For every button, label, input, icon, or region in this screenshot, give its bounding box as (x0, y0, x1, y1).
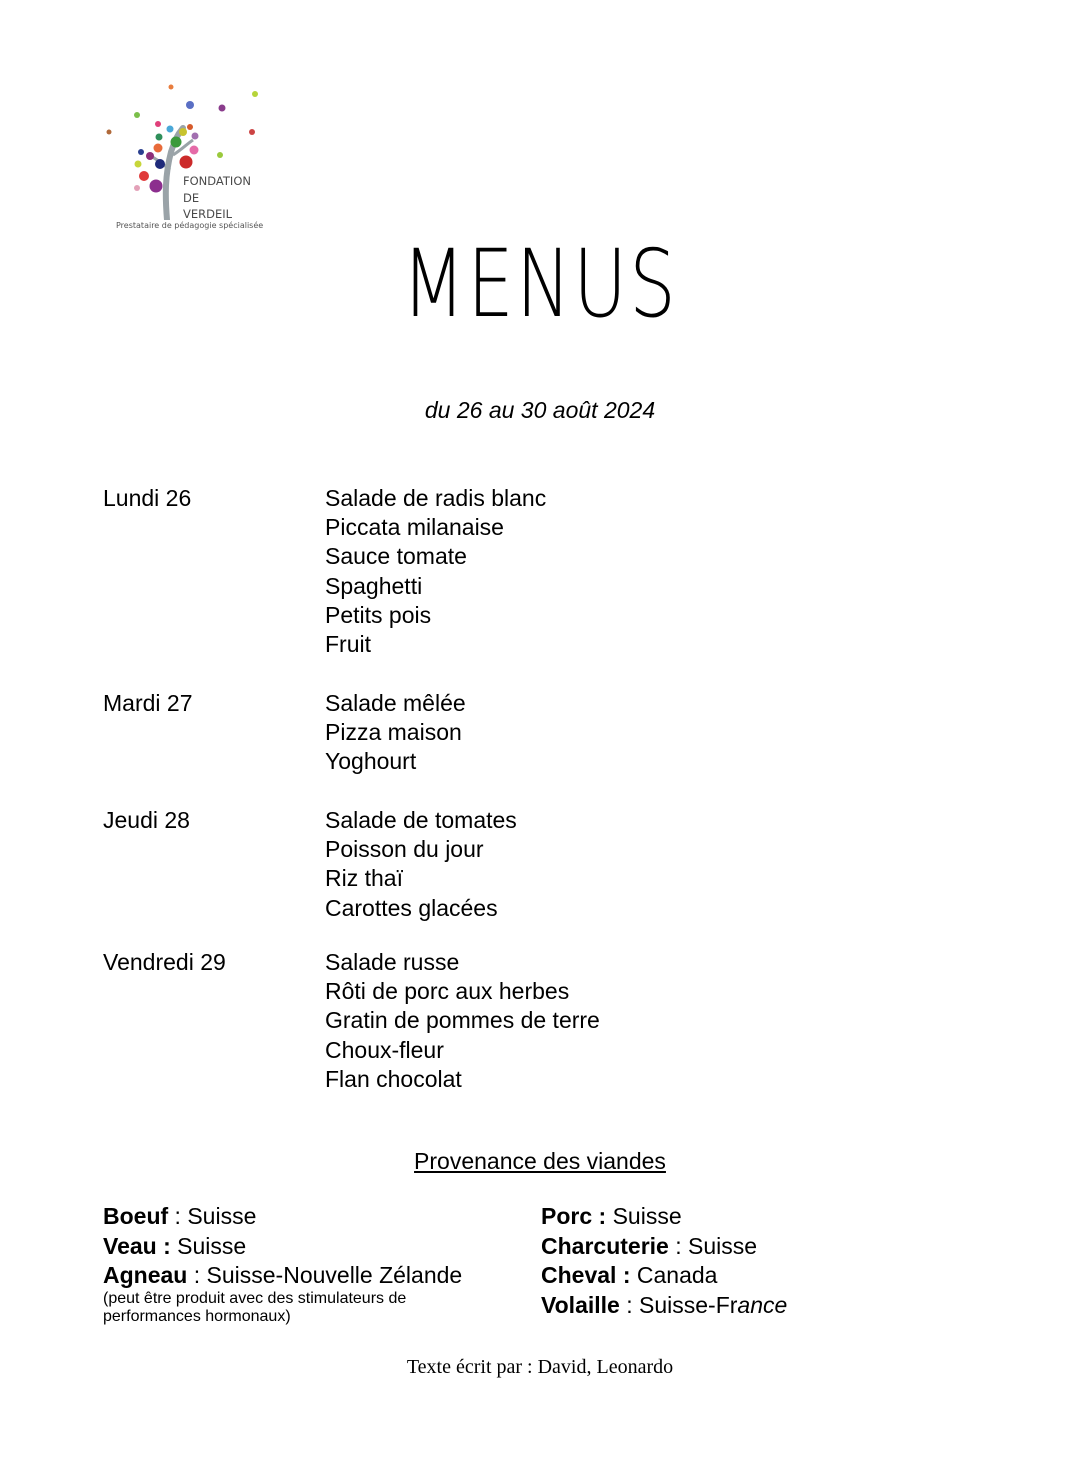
logo-line-verdeil: VERDEIL (183, 207, 233, 221)
meat-origin-italic: ance (737, 1291, 788, 1318)
logo-line-fondation: FONDATION (183, 174, 251, 188)
dish-item: Poisson du jour (325, 836, 484, 863)
meat-origin: Suisse (177, 1232, 247, 1259)
provenance-title: Provenance des viandes (414, 1148, 666, 1174)
page-title: MENUS (401, 230, 679, 339)
dish-list (325, 806, 517, 923)
dish-item: Riz thaï (325, 865, 403, 892)
dish-item: Petits pois (325, 601, 432, 628)
dish-item: Sauce tomate (325, 543, 467, 570)
meat-name: Agneau (103, 1262, 188, 1288)
meat-name: Volaille (541, 1291, 620, 1318)
dish-item: Salade de radis blanc (325, 485, 547, 511)
dish-item: Fruit (325, 630, 371, 657)
dish-list (325, 689, 466, 777)
dish-item: Flan chocolat (325, 1065, 462, 1092)
provenance-row (103, 1202, 462, 1232)
day-name: Jeudi 28 (103, 807, 190, 833)
separator: : (619, 1291, 639, 1318)
provenance-left-column (103, 1202, 462, 1327)
meat-origin: Suisse-Nouvelle Zélande (206, 1262, 463, 1288)
hormone-note-line-2: performances hormonaux) (103, 1307, 291, 1325)
hormone-note-line-1: (peut être produit avec des stimulateurs de (103, 1289, 407, 1307)
day-name: Lundi 26 (103, 485, 192, 511)
provenance-row (541, 1232, 787, 1262)
meat-name: Cheval : (541, 1262, 631, 1288)
logo-line-de: DE (183, 190, 200, 205)
meat-origin: Suisse (187, 1203, 257, 1229)
dish-item: Piccata milanaise (325, 514, 504, 541)
provenance-row (541, 1202, 787, 1232)
dish-item: Rôti de porc aux herbes (325, 978, 570, 1005)
logo-tagline: Prestataire de pédagogie spécialisée (116, 221, 264, 230)
meat-origin: Suisse (612, 1203, 682, 1229)
dish-item: Choux-fleur (325, 1036, 444, 1063)
provenance-row (103, 1232, 462, 1262)
meat-name: Boeuf (103, 1203, 169, 1229)
meat-name: Porc : (541, 1203, 607, 1229)
meat-name: Charcuterie (541, 1232, 669, 1259)
provenance-row (103, 1261, 462, 1291)
provenance-row (541, 1261, 787, 1291)
meat-origin: Suisse-Fr (639, 1291, 738, 1318)
meat-origin: Suisse (688, 1232, 758, 1259)
meat-origin: Canada (636, 1262, 718, 1288)
day-name: Mardi 27 (103, 690, 193, 716)
provenance-right-column (541, 1202, 787, 1320)
dish-item: Carottes glacées (325, 894, 498, 921)
dish-item: Pizza maison (325, 719, 462, 746)
separator: : (668, 1232, 688, 1259)
provenance-row (541, 1291, 787, 1321)
dish-item: Salade mêlée (325, 690, 466, 716)
meat-name: Veau : (103, 1232, 171, 1259)
day-name: Vendredi 29 (103, 949, 226, 975)
dish-item: Spaghetti (325, 572, 423, 599)
dish-item: Salade de tomates (325, 807, 517, 833)
separator: : (187, 1262, 207, 1288)
date-range: du 26 au 30 août 2024 (424, 397, 656, 423)
dish-item: Gratin de pommes de terre (325, 1007, 600, 1034)
separator: : (168, 1203, 188, 1229)
dish-list (325, 948, 600, 1094)
dish-list (325, 484, 546, 659)
dish-item: Yoghourt (325, 748, 417, 775)
author-line: Texte écrit par : David, Leonardo (406, 1356, 674, 1378)
fondation-logo (103, 80, 263, 235)
dish-item: Salade russe (325, 949, 460, 975)
